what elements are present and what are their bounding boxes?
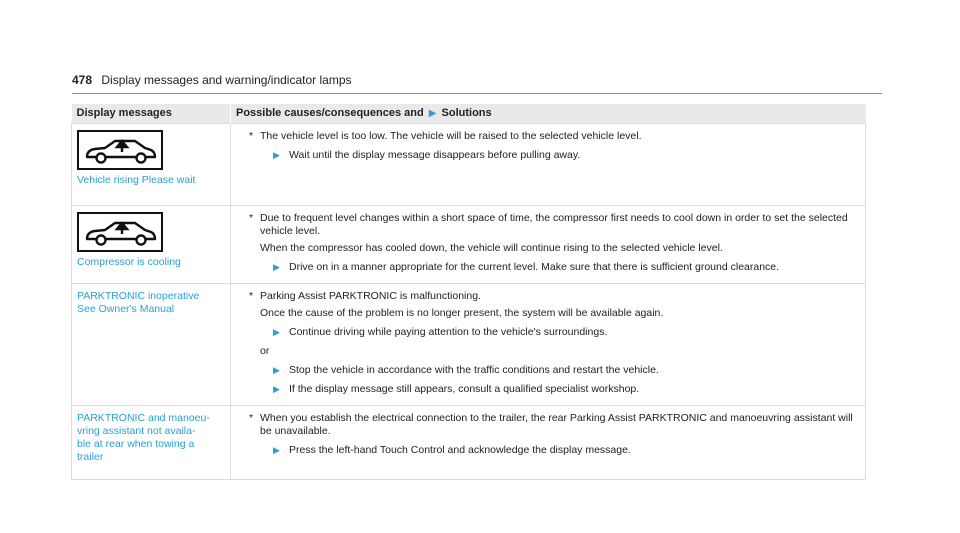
vehicle-raising-icon bbox=[77, 212, 163, 252]
solution-step bbox=[249, 326, 860, 339]
solution-text: Drive on in a manner appropriate for the current level. Make sure that there is sufficient ground clearance. bbox=[289, 261, 780, 273]
solution-text: Press the left-hand Touch Control and acknowledge the display message. bbox=[289, 444, 631, 456]
message-cell bbox=[72, 406, 231, 480]
message-text: Compressor is cooling bbox=[77, 256, 181, 268]
page-number: 478 bbox=[72, 73, 93, 87]
column-header-causes bbox=[231, 104, 866, 124]
play-bullet-icon: ▶ bbox=[273, 384, 280, 394]
message-text-line3: ble at rear when towing a bbox=[77, 438, 195, 450]
display-messages-table bbox=[71, 104, 866, 480]
message-cell bbox=[72, 284, 231, 406]
play-bullet-icon: ▶ bbox=[273, 445, 280, 455]
table-row bbox=[72, 206, 866, 284]
asterisk: * bbox=[249, 290, 254, 302]
cause-cell bbox=[231, 406, 866, 480]
note-text: When the compressor has cooled down, the vehicle will continue rising to the selected vehicle level. bbox=[260, 242, 723, 254]
play-bullet-icon: ▶ bbox=[273, 150, 280, 160]
message-text-line1: PARKTRONIC and manoeu- bbox=[77, 412, 210, 424]
table-header-row bbox=[72, 104, 866, 124]
message-cell bbox=[72, 206, 231, 284]
page-title: Display messages and warning/indicator lamps bbox=[101, 73, 352, 87]
solution-text: If the display message still appears, consult a qualified specialist workshop. bbox=[289, 383, 640, 395]
asterisk: * bbox=[249, 130, 254, 142]
table-row bbox=[72, 284, 866, 406]
solution-step bbox=[249, 149, 860, 162]
message-text-line2: See Owner's Manual bbox=[77, 303, 175, 315]
solution-step bbox=[249, 444, 860, 457]
play-bullet-icon: ▶ bbox=[273, 327, 280, 337]
note-text: Once the cause of the problem is no longer present, the system will be available again. bbox=[260, 307, 664, 319]
table-row bbox=[72, 406, 866, 480]
column-header-solutions-label: Solutions bbox=[441, 107, 492, 119]
cause-text bbox=[249, 412, 860, 438]
cause-cell bbox=[231, 206, 866, 284]
cause-description: Due to frequent level changes within a short space of time, the compressor first needs to cool down in order to set the selected vehicle level. bbox=[260, 212, 848, 237]
cause-cell bbox=[231, 284, 866, 406]
column-header-causes-label: Possible causes/consequences and bbox=[236, 107, 424, 119]
asterisk: * bbox=[249, 412, 254, 424]
solution-text: Wait until the display message disappears before pulling away. bbox=[289, 149, 581, 161]
message-text: Vehicle rising Please wait bbox=[77, 174, 196, 186]
cause-description: The vehicle level is too low. The vehicle will be raised to the selected vehicle level. bbox=[260, 130, 642, 142]
message-text-line1: PARKTRONIC inoperative bbox=[77, 290, 200, 302]
play-bullet-icon: ▶ bbox=[273, 262, 280, 272]
solution-step bbox=[249, 261, 860, 274]
solution-step bbox=[249, 383, 860, 396]
cause-text bbox=[249, 130, 860, 143]
or-label: or bbox=[260, 345, 270, 357]
play-bullet-icon: ▶ bbox=[273, 365, 280, 375]
message-text-line4: trailer bbox=[77, 451, 104, 463]
cause-cell bbox=[231, 124, 866, 206]
message-cell bbox=[72, 124, 231, 206]
arrow-icon: ▶ bbox=[428, 108, 437, 119]
message-text-line2: vring assistant not availa- bbox=[77, 425, 196, 437]
table-row bbox=[72, 124, 866, 206]
asterisk: * bbox=[249, 212, 254, 224]
column-header-display-messages: Display messages bbox=[72, 104, 231, 124]
solution-text: Continue driving while paying attention to the vehicle's surroundings. bbox=[289, 326, 608, 338]
solution-step bbox=[249, 364, 860, 377]
page-header bbox=[72, 73, 882, 94]
cause-description: Parking Assist PARKTRONIC is malfunctioning. bbox=[260, 290, 481, 302]
cause-description: When you establish the electrical connection to the trailer, the rear Parking Assist PARKTRONIC and manoeuvring assistant will be unavailable. bbox=[260, 412, 853, 437]
cause-text bbox=[249, 290, 860, 303]
solution-text: Stop the vehicle in accordance with the traffic conditions and restart the vehicle. bbox=[289, 364, 659, 376]
vehicle-raising-icon bbox=[77, 130, 163, 170]
cause-text bbox=[249, 212, 860, 238]
